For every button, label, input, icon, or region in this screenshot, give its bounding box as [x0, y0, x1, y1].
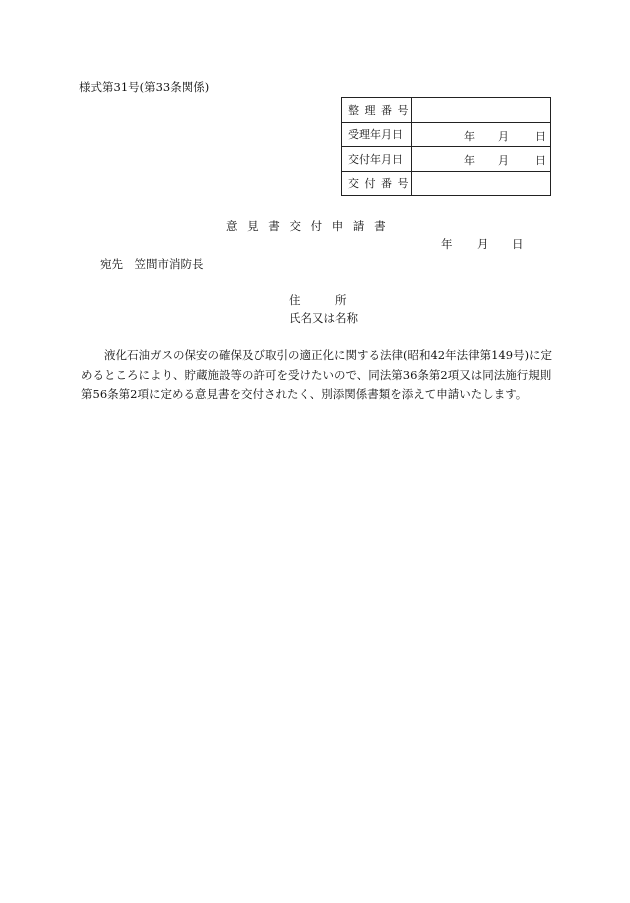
date-year-unit: 年 [441, 237, 453, 251]
table-label-cell: 交付年月日 [342, 147, 412, 172]
name-label: 氏名又は名称 [289, 311, 358, 325]
application-body-text: 液化石油ガスの保安の確保及び取引の適正化に関する法律(昭和42年法律第149号)に定めるところにより、貯蔵施設等の許可を受けたいので、同法第36条第2項又は同法施行規則第56条第2項に定める意見書を交付されたく、別添関係書類を添えて申請いたします。 [81, 348, 553, 401]
date-month-unit: 月 [477, 237, 489, 251]
day-unit: 日 [535, 154, 546, 167]
table-row [342, 122, 551, 147]
addressee: 宛先 笠間市消防長 [100, 257, 204, 271]
month-unit: 月 [498, 129, 509, 143]
form-number: 様式第31号(第33条関係) [79, 80, 210, 94]
document-title: 意 見 書 交 付 申 請 書 [226, 219, 386, 233]
table-label-cell: 交 付 番 号 [342, 171, 412, 196]
table-row [342, 98, 551, 123]
table-value-cell[interactable] [412, 171, 551, 196]
year-unit: 年 [464, 154, 475, 167]
table-row [342, 171, 551, 196]
year-unit: 年 [464, 129, 475, 143]
address-label: 住 所 [289, 293, 347, 307]
table-label-cell: 整 理 番 号 [342, 98, 412, 123]
table-value-cell[interactable] [412, 98, 551, 123]
registry-table [341, 97, 551, 196]
month-unit: 月 [498, 154, 509, 167]
table-row [342, 147, 551, 172]
table-value-cell[interactable] [412, 147, 551, 172]
table-label-cell: 受理年月日 [342, 122, 412, 147]
table-value-cell[interactable] [412, 122, 551, 147]
day-unit: 日 [535, 129, 546, 143]
date-day-unit: 日 [512, 237, 524, 251]
